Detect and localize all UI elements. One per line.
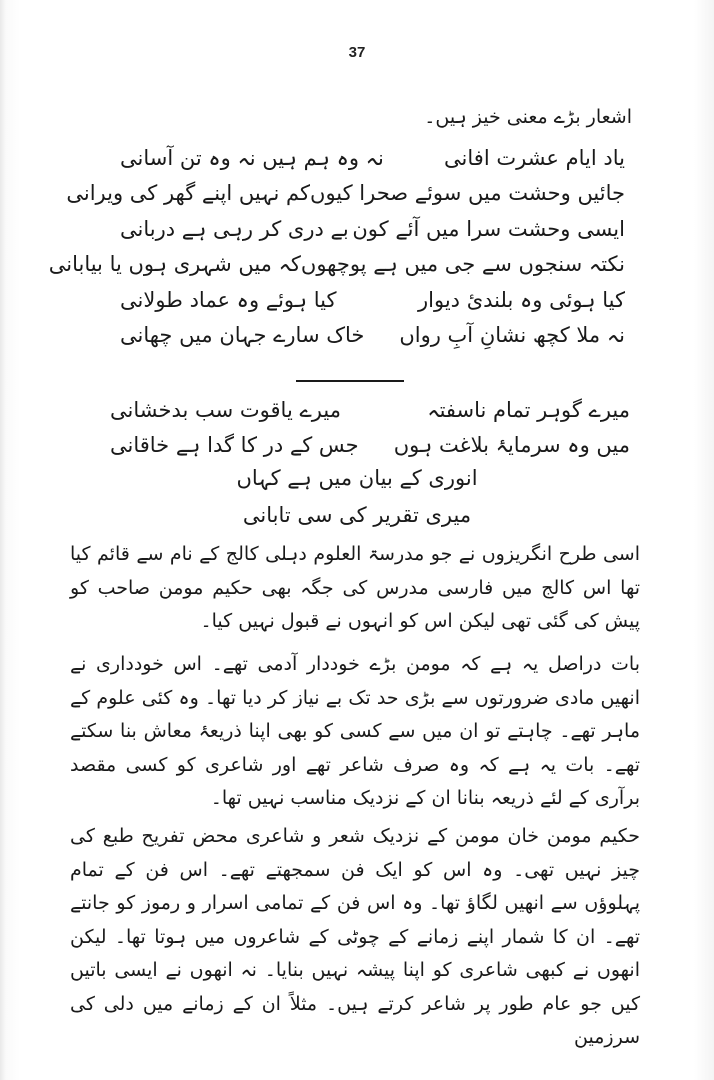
couplet [120, 211, 625, 247]
couplet-first-half: کیا ہوئی وہ بلندئ دیوار [418, 287, 625, 312]
couplet [110, 392, 630, 428]
couplet-first-half: میں وہ سرمایۂ بلاغت ہوں [393, 433, 630, 458]
couplets-group-2 [110, 392, 630, 463]
couplet-second-half: جس کے در کا گدا ہے خاقانی [110, 433, 359, 458]
intro-line: اشعار بڑے معنی خیز ہیں۔ [424, 106, 632, 128]
couplet-second-half: کیا ہوئے وہ عماد طولانی [120, 287, 337, 312]
page-number: 37 [348, 44, 366, 61]
body-paragraph: اسی طرح انگریزوں نے جو مدرسۃ العلوم دہلی کالج کے نام سے قائم کیا تھا اس کالج میں فارسی مدرس کی جگہ بھی حکیم مومن صاحب کو پیش کی گئی تھی لیکن اس کو انہوں نے قبول نہیں کیا۔ [70, 543, 640, 632]
couplet-first-half: ایسی وحشت سرا میں آئے کون [352, 216, 625, 241]
couplet [66, 176, 625, 212]
couplet-first-half: نکتہ سنجوں سے جی میں ہے پوچھوں [300, 252, 625, 277]
couplet-second-half: کم نہیں اپنے گھر کی ویرانی [66, 181, 311, 206]
centered-verse-line: انوری کے بیان میں ہے کہاں [236, 466, 478, 490]
couplet-first-half: جائیں وحشت میں سوئے صحرا کیوں [310, 181, 625, 206]
couplet-second-half: کہ میں شہری ہوں یا بیابانی [48, 252, 301, 277]
couplets-group-1 [48, 140, 625, 353]
centered-verse-line: میری تقریر کی سی تابانی [242, 503, 472, 527]
couplet [120, 140, 625, 176]
body-paragraph: حکیم مومن خان مومن کے نزدیک شعر و شاعری محض تفریح طبع کی چیز نہیں تھی۔ وہ اس کو ایک فن سمجھتے تھے۔ اس فن کے تمام پہلوؤں سے انھیں لگاؤ تھا۔ وہ اس فن کے تمامی اسرار و رموز کو جانتے تھے۔ ان کا شمار اپنے زمانے کے چوٹی کے شاعروں میں ہوتا تھا۔ لیکن انھوں نے کبھی شاعری کو اپنا پیشہ نہیں بنایا۔ نہ انھوں نے ایسی باتیں کیں جو عام طور پر شاعر کرتے ہیں۔ مثلاً ان کے زمانے میں دلی کی سرزمین [70, 825, 640, 1048]
couplet-first-half: یاد ایام عشرت افانی [444, 145, 625, 170]
body-paragraph: بات دراصل یہ ہے کہ مومن بڑے خوددار آدمی تھے۔ اس خودداری نے انھیں مادی ضرورتوں سے بڑی حد تک بے نیاز کر دیا تھا۔ وہ کئی علوم کے ماہر تھے۔ چاہتے تو ان میں سے کسی کو بھی اپنا ذریعۂ معاش بنا سکتے تھے۔ بات یہ ہے کہ وہ صرف شاعر تھے اور شاعری کو کسی مقصد برآری کے لئے ذریعہ بنانا ان کے نزدیک مناسب نہیں تھا۔ [70, 653, 640, 809]
couplet-second-half: خاک سارے جہان میں چھانی [120, 323, 365, 348]
couplet-second-half: بے دری کر رہی ہے دربانی [120, 216, 349, 241]
couplet-second-half: میرے یاقوت سب بدخشانی [110, 397, 341, 422]
couplet [48, 247, 625, 283]
section-divider [296, 380, 404, 382]
couplet-first-half: نہ ملا کچھ نشانِ آبِ رواں [399, 323, 625, 348]
couplet [110, 428, 630, 464]
couplet [120, 282, 625, 318]
couplet-second-half: نہ وہ ہم ہیں نہ وہ تن آسانی [120, 145, 384, 170]
couplet [120, 318, 625, 354]
couplet-first-half: میرے گوہر تمام ناسفتہ [427, 397, 630, 422]
